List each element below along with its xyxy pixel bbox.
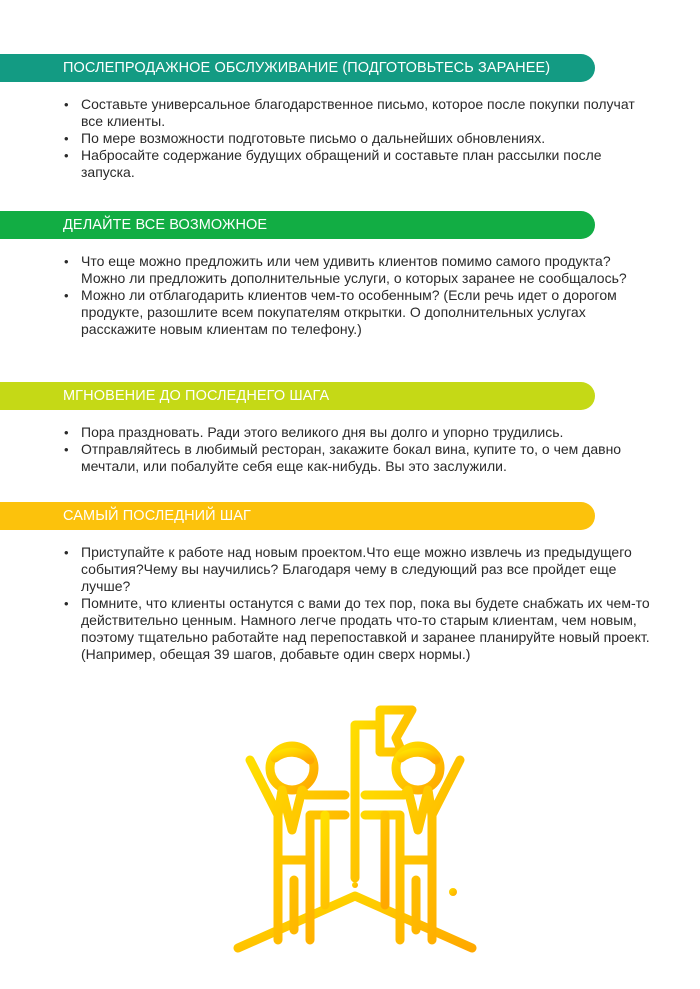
list-item: • Составьте универсальное благодарственное письмо, которое после покупки получат все клиенты. (64, 96, 635, 129)
section-title: САМЫЙ ПОСЛЕДНИЙ ШАГ (63, 508, 251, 524)
bullet-icon: • (64, 425, 69, 440)
bullet-icon: • (64, 97, 69, 112)
bullet-icon: • (64, 254, 69, 269)
list-item: • Пора праздновать. Ради этого великого дня вы долго и упорно трудились. (64, 424, 564, 440)
section-header-after-sales (0, 54, 595, 82)
bullet-list-very-last-step (60, 544, 650, 663)
section-header-very-last-step (0, 502, 595, 530)
section-title: ПОСЛЕПРОДАЖНОЕ ОБСЛУЖИВАНИЕ (ПОДГОТОВЬТЕСЬ ЗАРАНЕЕ) (63, 60, 551, 76)
section-header-do-everything (0, 211, 595, 239)
mountain-icon (238, 896, 472, 948)
bullet-icon: • (64, 131, 69, 146)
list-item: • Помните, что клиенты останутся с вами до тех пор, пока вы будете снабжать их чем-то действительно ценным. Намного легче продать что-то старым клиентам, чем новым, поэтому тщательно работайте над перепоставкой и заранее планируйте новый проект. (Например, обещая 39 шагов, добавьте один сверх нормы.) (64, 595, 650, 662)
celebration-summit-icon (220, 700, 490, 960)
bullet-icon: • (64, 442, 69, 457)
bullet-list-after-sales (60, 96, 650, 181)
bullet-icon: • (64, 148, 69, 163)
list-item: • По мере возможности подготовьте письмо о дальнейших обновлениях. (64, 130, 546, 146)
section-header-moment-before-last-step (0, 382, 595, 410)
list-item: • Можно ли отблагодарить клиентов чем-то особенным? (Если речь идет о дорогом продукте, разошлите всем покупателям открытки. О дополнительных услугах расскажите новым клиентам по телефону.) (64, 287, 617, 337)
bullet-icon: • (64, 596, 69, 611)
bullet-list-moment-before-last-step (60, 424, 650, 475)
bullet-list-do-everything (60, 253, 650, 338)
list-item: • Что еще можно предложить или чем удивить клиентов помимо самого продукта? Можно ли предложить дополнительные услуги, о которых заранее не сообщалось? (64, 253, 627, 286)
list-item: • Набросайте содержание будущих обращений и составьте план рассылки после запуска. (64, 147, 602, 180)
list-item: • Отправляйтесь в любимый ресторан, закажите бокал вина, купите то, о чем давно мечтали, или побалуйте себя еще как-нибудь. Вы это заслужили. (64, 441, 622, 474)
bullet-icon: • (64, 545, 69, 560)
section-title: МГНОВЕНИЕ ДО ПОСЛЕДНЕГО ШАГА (63, 388, 330, 404)
list-item: • Приступайте к работе над новым проектом.Что еще можно извлечь из предыдущего события?Чему вы научились? Благодаря чему в следующий раз все пройдет еще лучше? (64, 544, 632, 594)
bullet-icon: • (64, 288, 69, 303)
section-title: ДЕЛАЙТЕ ВСЕ ВОЗМОЖНОЕ (63, 217, 268, 233)
